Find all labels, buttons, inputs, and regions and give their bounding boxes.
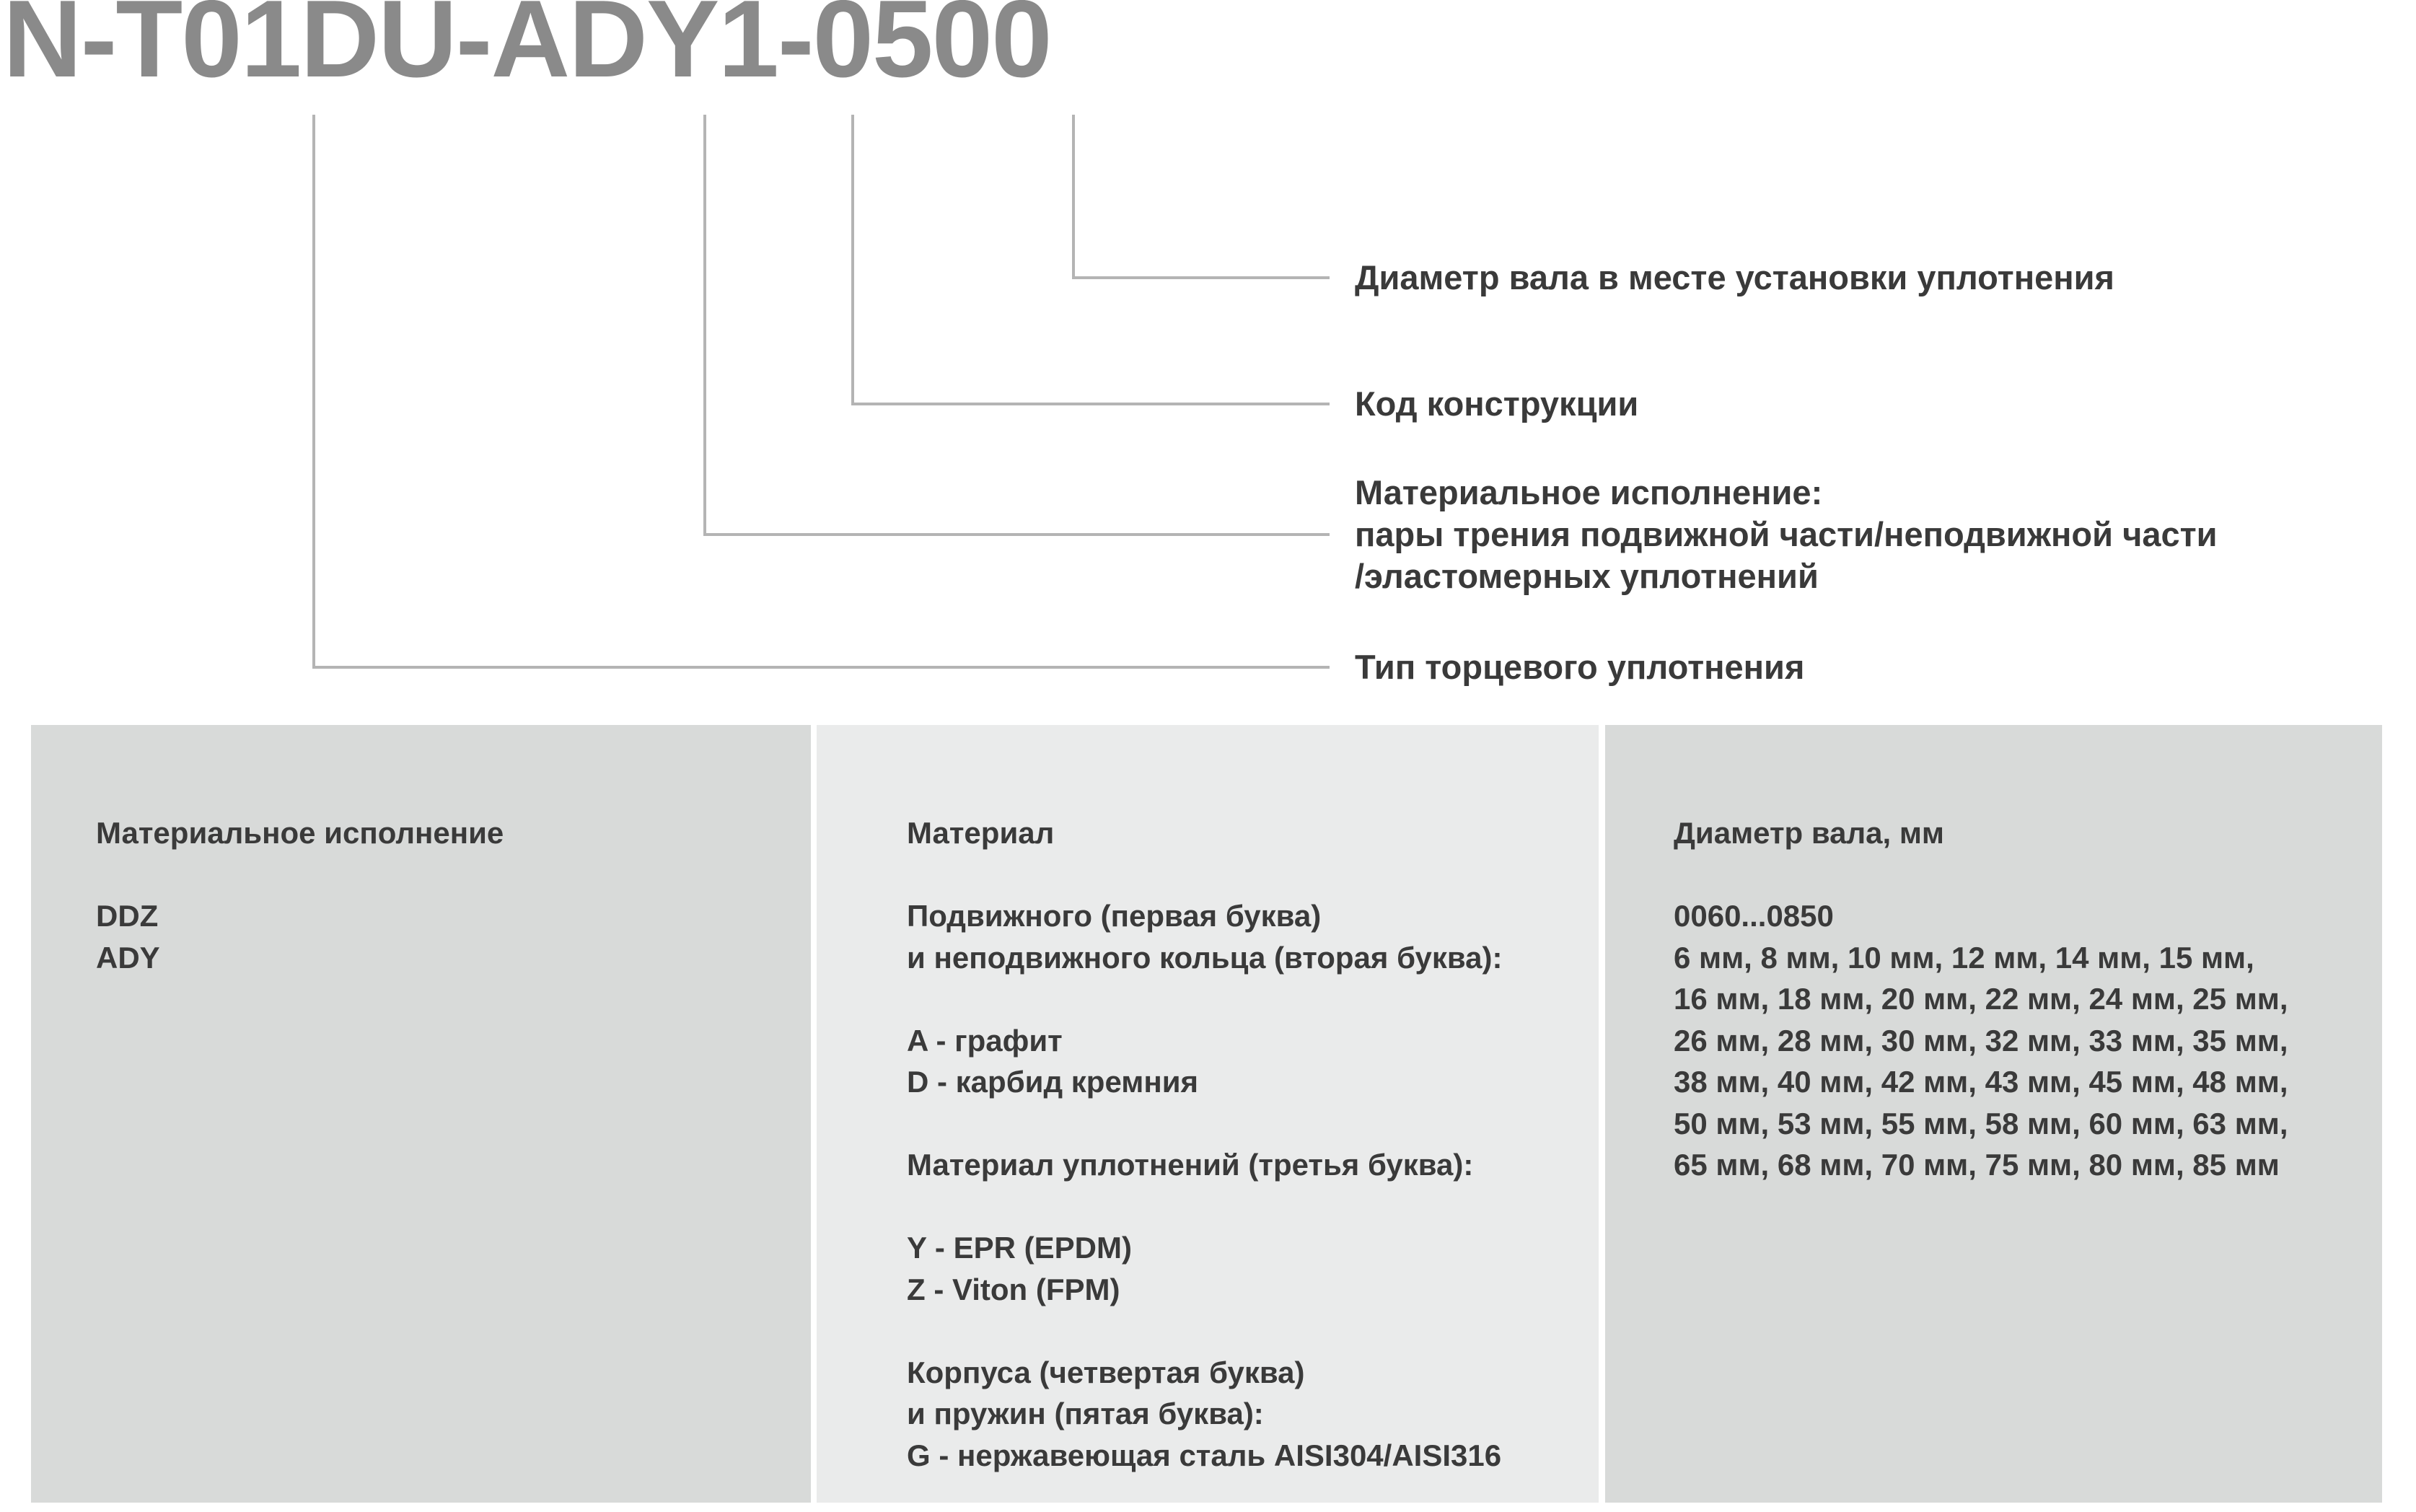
table-line xyxy=(907,1186,1599,1228)
table-line: Подвижного (первая буква) xyxy=(907,899,1322,933)
column-material xyxy=(817,725,1599,1503)
connector-vline-construction-code xyxy=(851,115,854,405)
table-line xyxy=(96,854,811,896)
column-shaft-diameter xyxy=(1605,725,2382,1503)
callout-construction-code: Код конструкции xyxy=(1355,384,1639,423)
connector-hline-seal-type xyxy=(312,666,1330,669)
table-line: 65 мм, 68 мм, 70 мм, 75 мм, 80 мм, 85 мм xyxy=(1674,1148,2280,1182)
table-line xyxy=(907,1310,1599,1352)
column-header: Материальное исполнение xyxy=(96,816,504,850)
column-header: Диаметр вала, мм xyxy=(1674,816,1945,850)
table-line: ADY xyxy=(96,940,160,975)
table-line: Корпуса (четвертая буква) xyxy=(907,1355,1305,1389)
table-line: 26 мм, 28 мм, 30 мм, 32 мм, 33 мм, 35 мм, xyxy=(1674,1023,2288,1058)
table-line: 6 мм, 8 мм, 10 мм, 12 мм, 14 мм, 15 мм, xyxy=(1674,940,2254,975)
table-line: и неподвижного кольца (вторая буква): xyxy=(907,940,1503,975)
column-header: Материал xyxy=(907,816,1055,850)
table-line: 0060...0850 xyxy=(1674,899,1834,933)
table-line: DDZ xyxy=(96,899,159,933)
table-line xyxy=(1674,854,2382,896)
callout-shaft-diameter: Диаметр вала в месте установки уплотнения xyxy=(1355,258,2114,296)
table-line: Y - EPR (EPDM) xyxy=(907,1231,1132,1265)
connector-vline-seal-type xyxy=(312,115,315,669)
connector-vline-material-version xyxy=(703,115,706,536)
connector-vline-shaft-diameter xyxy=(1072,115,1075,279)
table-line: D - карбид кремния xyxy=(907,1065,1199,1099)
callout-seal-type: Тип торцевого уплотнения xyxy=(1355,648,1805,686)
callout-material-line-2: пары трения подвижной части/неподвижной части xyxy=(1355,515,2218,553)
column-material-version xyxy=(31,725,811,1503)
page-title: N-T01DU-ADY1-0500 xyxy=(3,0,1051,100)
table-line: 16 мм, 18 мм, 20 мм, 22 мм, 24 мм, 25 мм, xyxy=(1674,982,2288,1016)
table-line: и пружин (пятая буква): xyxy=(907,1397,1264,1430)
table-line xyxy=(907,854,1599,896)
callout-material-line-1: Материальное исполнение: xyxy=(1355,473,1823,511)
callout-material-version xyxy=(1355,472,2218,597)
callout-material-line-3: /эластомерных уплотнений xyxy=(1355,557,1819,595)
connector-hline-construction-code xyxy=(851,403,1330,405)
table-line: 38 мм, 40 мм, 42 мм, 43 мм, 45 мм, 48 мм, xyxy=(1674,1065,2288,1099)
connector-hline-material-version xyxy=(703,533,1330,536)
table-line xyxy=(907,1103,1599,1145)
table-line: A - графит xyxy=(907,1023,1063,1058)
table-line: Z - Viton (FPM) xyxy=(907,1272,1120,1306)
table-line: 50 мм, 53 мм, 55 мм, 58 мм, 60 мм, 63 мм, xyxy=(1674,1106,2288,1140)
table-line: G - нержавеющая сталь AISI304/AISI316 xyxy=(907,1438,1502,1472)
table-line: Материал уплотнений (третья буква): xyxy=(907,1148,1474,1182)
table-line xyxy=(907,978,1599,1020)
connector-hline-shaft-diameter xyxy=(1072,276,1330,279)
